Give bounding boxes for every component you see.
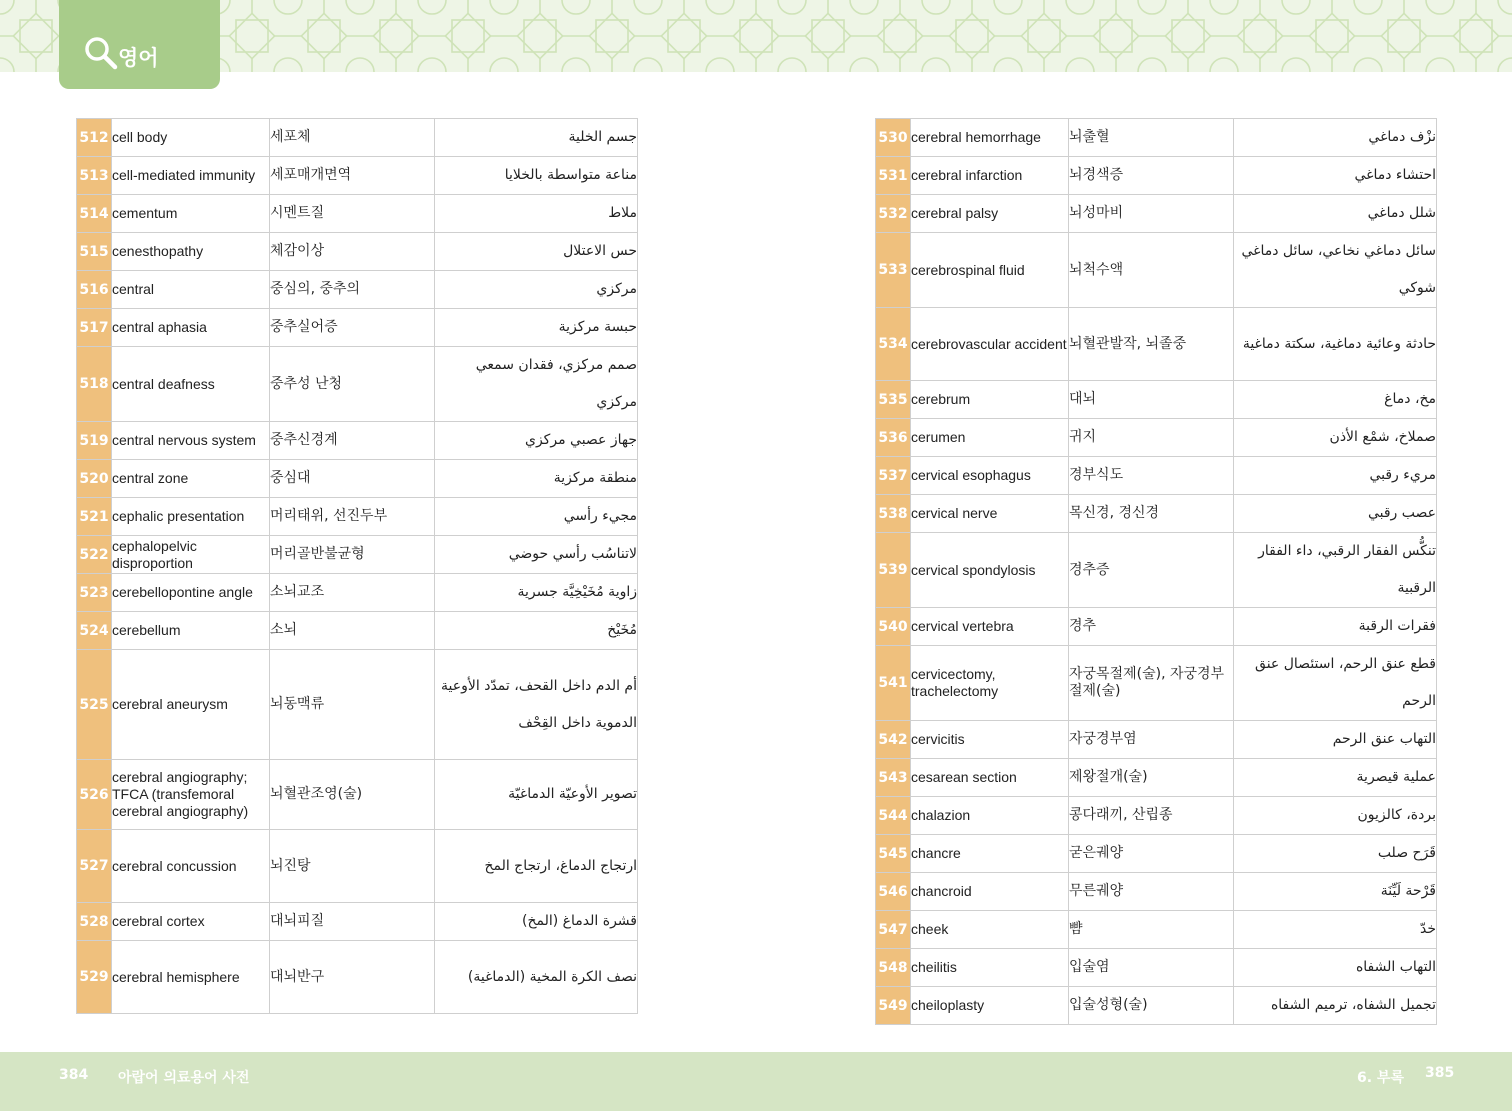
- english-term: central: [112, 271, 270, 309]
- arabic-term: حادثة وعائية دماغية، سكتة دماغية: [1234, 308, 1437, 381]
- korean-term: 뇌혈관발작, 뇌졸중: [1069, 308, 1234, 381]
- arabic-term: نزْف دماغي: [1234, 119, 1437, 157]
- arabic-term: التهاب الشفاه: [1234, 949, 1437, 987]
- entry-number: 537: [876, 457, 911, 495]
- left-page-number: 384: [59, 1067, 89, 1083]
- arabic-term: قشرة الدماغ (المخ): [435, 903, 638, 941]
- table-row: [876, 233, 1437, 308]
- arabic-term: تصوير الأوعيّة الدماغيّة: [435, 760, 638, 830]
- arabic-term: مجيء رأسي: [435, 498, 638, 536]
- english-term: cervical esophagus: [911, 457, 1069, 495]
- english-term: cerebral angiography; TFCA (transfemoral cerebral angiography): [112, 760, 270, 830]
- entry-number: 515: [77, 233, 112, 271]
- korean-term: 자궁목절제(술), 자궁경부절제(술): [1069, 646, 1234, 721]
- english-term: cerebrum: [911, 381, 1069, 419]
- arabic-term: صملاخ، شمْع الأذن: [1234, 419, 1437, 457]
- entry-number: 542: [876, 721, 911, 759]
- english-term: cephalic presentation: [112, 498, 270, 536]
- korean-term: 소뇌: [270, 612, 435, 650]
- entry-number: 535: [876, 381, 911, 419]
- table-row: [876, 646, 1437, 721]
- english-term: cerebrovascular accident: [911, 308, 1069, 381]
- entry-number: 546: [876, 873, 911, 911]
- glossary-table-right: [875, 118, 1437, 1025]
- entry-number: 521: [77, 498, 112, 536]
- english-term: central zone: [112, 460, 270, 498]
- english-term: cervical vertebra: [911, 608, 1069, 646]
- entry-number: 517: [77, 309, 112, 347]
- english-term: cell body: [112, 119, 270, 157]
- arabic-term: لاتناسُب رأسي حوضي: [435, 536, 638, 574]
- korean-term: 뇌혈관조영(술): [270, 760, 435, 830]
- table-row: [77, 157, 638, 195]
- arabic-term: ملاط: [435, 195, 638, 233]
- korean-term: 소뇌교조: [270, 574, 435, 612]
- korean-term: 시멘트질: [270, 195, 435, 233]
- english-term: cheek: [911, 911, 1069, 949]
- entry-number: 548: [876, 949, 911, 987]
- korean-term: 뇌경색증: [1069, 157, 1234, 195]
- right-page-number: 385: [1425, 1065, 1455, 1081]
- entry-number: 523: [77, 574, 112, 612]
- entry-number: 514: [77, 195, 112, 233]
- korean-term: 뺨: [1069, 911, 1234, 949]
- english-term: cheilitis: [911, 949, 1069, 987]
- arabic-term: منطقة مركزية: [435, 460, 638, 498]
- korean-term: 무른궤양: [1069, 873, 1234, 911]
- english-term: cerebral hemorrhage: [911, 119, 1069, 157]
- korean-term: 제왕절개(술): [1069, 759, 1234, 797]
- table-row: [876, 533, 1437, 608]
- table-row: [77, 309, 638, 347]
- arabic-term: مركزي: [435, 271, 638, 309]
- arabic-term: حس الاعتلال: [435, 233, 638, 271]
- table-row: [77, 830, 638, 903]
- english-term: central aphasia: [112, 309, 270, 347]
- table-row: [876, 157, 1437, 195]
- table-row: [876, 721, 1437, 759]
- entry-number: 525: [77, 650, 112, 760]
- entry-number: 513: [77, 157, 112, 195]
- table-row: [77, 612, 638, 650]
- entry-number: 516: [77, 271, 112, 309]
- english-term: cervicectomy, trachelectomy: [911, 646, 1069, 721]
- table-row: [77, 650, 638, 760]
- english-term: cerebrospinal fluid: [911, 233, 1069, 308]
- english-term: cerebral cortex: [112, 903, 270, 941]
- english-term: cerebellum: [112, 612, 270, 650]
- entry-number: 540: [876, 608, 911, 646]
- english-term: central nervous system: [112, 422, 270, 460]
- korean-term: 중추실어증: [270, 309, 435, 347]
- korean-term: 대뇌반구: [270, 941, 435, 1014]
- arabic-term: قطع عنق الرحم، استئصال عنق الرحم: [1234, 646, 1437, 721]
- table-row: [876, 381, 1437, 419]
- korean-term: 중추성 난청: [270, 347, 435, 422]
- english-term: cementum: [112, 195, 270, 233]
- table-row: [876, 759, 1437, 797]
- korean-term: 중심의, 중추의: [270, 271, 435, 309]
- entry-number: 547: [876, 911, 911, 949]
- table-row: [876, 911, 1437, 949]
- korean-term: 뇌동맥류: [270, 650, 435, 760]
- arabic-term: تجميل الشفاه، ترميم الشفاه: [1234, 987, 1437, 1025]
- korean-term: 경추: [1069, 608, 1234, 646]
- entry-number: 541: [876, 646, 911, 721]
- arabic-term: قَرْحة لَيِّنَة: [1234, 873, 1437, 911]
- english-term: cell-mediated immunity: [112, 157, 270, 195]
- english-term: chancroid: [911, 873, 1069, 911]
- book-title: 아랍어 의료용어 사전: [118, 1070, 250, 1086]
- arabic-term: عملية قيصرية: [1234, 759, 1437, 797]
- entry-number: 527: [77, 830, 112, 903]
- korean-term: 대뇌: [1069, 381, 1234, 419]
- table-row: [876, 308, 1437, 381]
- korean-term: 귀지: [1069, 419, 1234, 457]
- english-term: chalazion: [911, 797, 1069, 835]
- table-row: [77, 574, 638, 612]
- arabic-term: أم الدم داخل القحف، تمدّد الأوعية الدموية داخل القِحْف: [435, 650, 638, 760]
- section-tab: [59, 0, 220, 89]
- korean-term: 입술염: [1069, 949, 1234, 987]
- glossary-table-left: [76, 118, 638, 1014]
- arabic-term: مريء رقبي: [1234, 457, 1437, 495]
- korean-term: 체감이상: [270, 233, 435, 271]
- arabic-term: قَرَح صلب: [1234, 835, 1437, 873]
- table-row: [77, 760, 638, 830]
- table-row: [77, 119, 638, 157]
- english-term: cerebellopontine angle: [112, 574, 270, 612]
- entry-number: 519: [77, 422, 112, 460]
- table-row: [77, 271, 638, 309]
- table-row: [77, 347, 638, 422]
- arabic-term: تنكُّس الفقار الرقبي، داء الفقار الرقبية: [1234, 533, 1437, 608]
- arabic-term: فقرات الرقبة: [1234, 608, 1437, 646]
- english-term: cenesthopathy: [112, 233, 270, 271]
- entry-number: 549: [876, 987, 911, 1025]
- arabic-term: نصف الكرة المخية (الدماغية): [435, 941, 638, 1014]
- table-row: [876, 949, 1437, 987]
- arabic-term: احتشاء دماغي: [1234, 157, 1437, 195]
- table-row: [876, 608, 1437, 646]
- table-row: [77, 941, 638, 1014]
- english-term: cerebral aneurysm: [112, 650, 270, 760]
- korean-term: 세포매개면역: [270, 157, 435, 195]
- korean-term: 콩다래끼, 산립종: [1069, 797, 1234, 835]
- english-term: cerumen: [911, 419, 1069, 457]
- korean-term: 뇌성마비: [1069, 195, 1234, 233]
- search-icon: [84, 36, 118, 70]
- korean-term: 대뇌피질: [270, 903, 435, 941]
- entry-number: 529: [77, 941, 112, 1014]
- korean-term: 세포체: [270, 119, 435, 157]
- right-section-label: 6. 부록: [1357, 1070, 1404, 1086]
- entry-number: 524: [77, 612, 112, 650]
- arabic-term: خدّ: [1234, 911, 1437, 949]
- table-row: [77, 233, 638, 271]
- entry-number: 533: [876, 233, 911, 308]
- table-row: [876, 797, 1437, 835]
- entry-number: 532: [876, 195, 911, 233]
- entry-number: 531: [876, 157, 911, 195]
- decorative-pattern: [0, 0, 1512, 72]
- arabic-term: صمم مركزي، فقدان سمعي مركزي: [435, 347, 638, 422]
- korean-term: 목신경, 경신경: [1069, 495, 1234, 533]
- english-term: cervicitis: [911, 721, 1069, 759]
- arabic-term: عصب رقبي: [1234, 495, 1437, 533]
- entry-number: 522: [77, 536, 112, 574]
- arabic-term: جهاز عصبي مركزي: [435, 422, 638, 460]
- arabic-term: شلل دماغي: [1234, 195, 1437, 233]
- entry-number: 544: [876, 797, 911, 835]
- korean-term: 중심대: [270, 460, 435, 498]
- entry-number: 534: [876, 308, 911, 381]
- table-row: [876, 495, 1437, 533]
- korean-term: 머리태위, 선진두부: [270, 498, 435, 536]
- english-term: cervical spondylosis: [911, 533, 1069, 608]
- table-row: [77, 536, 638, 574]
- english-term: cesarean section: [911, 759, 1069, 797]
- table-row: [77, 460, 638, 498]
- korean-term: 입술성형(술): [1069, 987, 1234, 1025]
- arabic-term: التهاب عنق الرحم: [1234, 721, 1437, 759]
- english-term: central deafness: [112, 347, 270, 422]
- arabic-term: حبسة مركزية: [435, 309, 638, 347]
- entry-number: 543: [876, 759, 911, 797]
- entry-number: 518: [77, 347, 112, 422]
- korean-term: 자궁경부염: [1069, 721, 1234, 759]
- arabic-term: مُخَيْخ: [435, 612, 638, 650]
- english-term: cerebral palsy: [911, 195, 1069, 233]
- arabic-term: سائل دماغي نخاعي، سائل دماغي شوكي: [1234, 233, 1437, 308]
- arabic-term: جسم الخلية: [435, 119, 638, 157]
- korean-term: 중추신경계: [270, 422, 435, 460]
- entry-number: 528: [77, 903, 112, 941]
- entry-number: 512: [77, 119, 112, 157]
- entry-number: 539: [876, 533, 911, 608]
- korean-term: 뇌척수액: [1069, 233, 1234, 308]
- english-term: chancre: [911, 835, 1069, 873]
- table-row: [876, 987, 1437, 1025]
- table-row: [876, 195, 1437, 233]
- page-footer: [0, 1052, 1512, 1111]
- english-term: cerebral infarction: [911, 157, 1069, 195]
- table-row: [77, 903, 638, 941]
- arabic-term: زاوية مُخَيْخِيَّة جسرية: [435, 574, 638, 612]
- arabic-term: بردة، كالزيون: [1234, 797, 1437, 835]
- english-term: cerebral hemisphere: [112, 941, 270, 1014]
- entry-number: 545: [876, 835, 911, 873]
- arabic-term: ارتجاج الدماغ، ارتجاج المخ: [435, 830, 638, 903]
- table-row: [876, 419, 1437, 457]
- table-row: [876, 873, 1437, 911]
- arabic-term: مناعة متواسطة بالخلايا: [435, 157, 638, 195]
- entry-number: 538: [876, 495, 911, 533]
- entry-number: 536: [876, 419, 911, 457]
- korean-term: 경추증: [1069, 533, 1234, 608]
- korean-term: 굳은궤양: [1069, 835, 1234, 873]
- section-label: 영어: [118, 46, 159, 70]
- entry-number: 520: [77, 460, 112, 498]
- english-term: cervical nerve: [911, 495, 1069, 533]
- korean-term: 뇌출혈: [1069, 119, 1234, 157]
- table-row: [77, 422, 638, 460]
- entry-number: 526: [77, 760, 112, 830]
- table-row: [876, 457, 1437, 495]
- table-row: [77, 498, 638, 536]
- korean-term: 경부식도: [1069, 457, 1234, 495]
- korean-term: 머리골반불균형: [270, 536, 435, 574]
- table-row: [876, 119, 1437, 157]
- english-term: cerebral concussion: [112, 830, 270, 903]
- english-term: cheiloplasty: [911, 987, 1069, 1025]
- table-row: [876, 835, 1437, 873]
- entry-number: 530: [876, 119, 911, 157]
- english-term: cephalopelvic disproportion: [112, 536, 270, 574]
- korean-term: 뇌진탕: [270, 830, 435, 903]
- table-row: [77, 195, 638, 233]
- arabic-term: مخ، دماغ: [1234, 381, 1437, 419]
